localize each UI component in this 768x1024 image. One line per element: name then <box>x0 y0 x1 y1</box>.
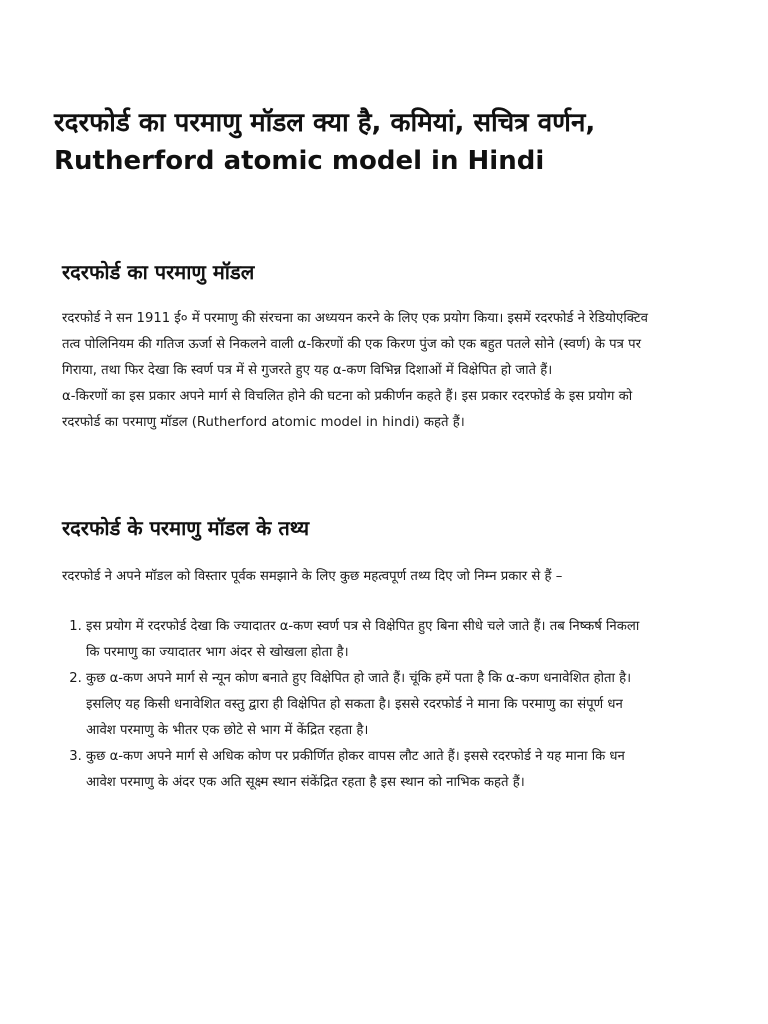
list-item-line: 2. कुछ α-कण अपने मार्ग से न्यून कोण बनाते हुए विक्षेपित हो जाते हैं। चूंकि हमें पता है कि α-कण धनावेशित होता है। <box>86 671 632 686</box>
list-item-line: आवेश परमाणु के भीतर एक छोटे से भाग में केंद्रित रहता है। <box>86 723 369 738</box>
list-item-line: 3. कुछ α-कण अपने मार्ग से अधिक कोण पर प्रकीर्णित होकर वापस लौट आते हैं। इससे रदरफोर्ड ने यह माना कि धन <box>86 749 625 764</box>
facts-list <box>62 614 746 796</box>
page-title-line-2: Rutherford atomic model in Hindi <box>54 146 545 176</box>
list-item-line: आवेश परमाणु के अंदर एक अति सूक्ष्म स्थान संकेंद्रित रहता है इस स्थान को नाभिक कहते हैं। <box>86 775 525 790</box>
paragraph-line: गिराया, तथा फिर देखा कि स्वर्ण पत्र में से गुजरते हुए यह α-कण विभिन्न दिशाओं में विक्षेपित हो जाते हैं। <box>62 363 553 378</box>
page-title <box>54 104 734 180</box>
list-item-line: इसलिए यह किसी धनावेशित वस्तु द्वारा ही विक्षेपित हो सकता है। इससे रदरफोर्ड ने माना कि परमाणु का संपूर्ण धन <box>86 697 623 712</box>
paragraph-line: तत्व पोलिनियम की गतिज ऊर्जा से निकलने वाली α-किरणों की एक किरण पुंज को एक बहुत पतले सोने (स्वर्ण) के पत्र पर <box>62 337 642 352</box>
list-item <box>86 744 746 796</box>
list-item <box>86 614 746 666</box>
paragraph-line: रदरफोर्ड ने सन 1911 ई० में परमाणु की संरचना का अध्ययन करने के लिए एक प्रयोग किया। इसमें रदरफोर्ड ने रेडियोएक्टिव <box>62 311 648 326</box>
model-description-paragraph <box>62 306 722 436</box>
page-title-line-1: रदरफोर्ड का परमाणु मॉडल क्या है, कमियां, सचित्र वर्णन, <box>54 108 596 138</box>
paragraph-line: α-किरणों का इस प्रकार अपने मार्ग से विचलित होने की घटना को प्रकीर्णन कहते हैं। इस प्रकार रदरफोर्ड के इस प्रयोग को <box>62 389 633 404</box>
section-heading-model: रदरफोर्ड का परमाणु मॉडल <box>62 260 255 284</box>
list-item <box>86 666 746 744</box>
list-item-line: 1. इस प्रयोग में रदरफोर्ड देखा कि ज्यादातर α-कण स्वर्ण पत्र से विक्षेपित हुए बिना सीधे चले जाते हैं। तब निष्कर्ष निकला <box>86 619 640 634</box>
paragraph-line: रदरफोर्ड का परमाणु मॉडल (Rutherford atomic model in hindi) कहते हैं। <box>62 415 465 430</box>
section-heading-facts: रदरफोर्ड के परमाणु मॉडल के तथ्य <box>62 516 310 540</box>
facts-intro-paragraph: रदरफोर्ड ने अपने मॉडल को विस्तार पूर्वक समझाने के लिए कुछ महत्वपूर्ण तथ्य दिए जो निम्न प्रकार से हैं – <box>62 569 563 584</box>
list-item-line: कि परमाणु का ज्यादातर भाग अंदर से खोखला होता है। <box>86 645 349 660</box>
